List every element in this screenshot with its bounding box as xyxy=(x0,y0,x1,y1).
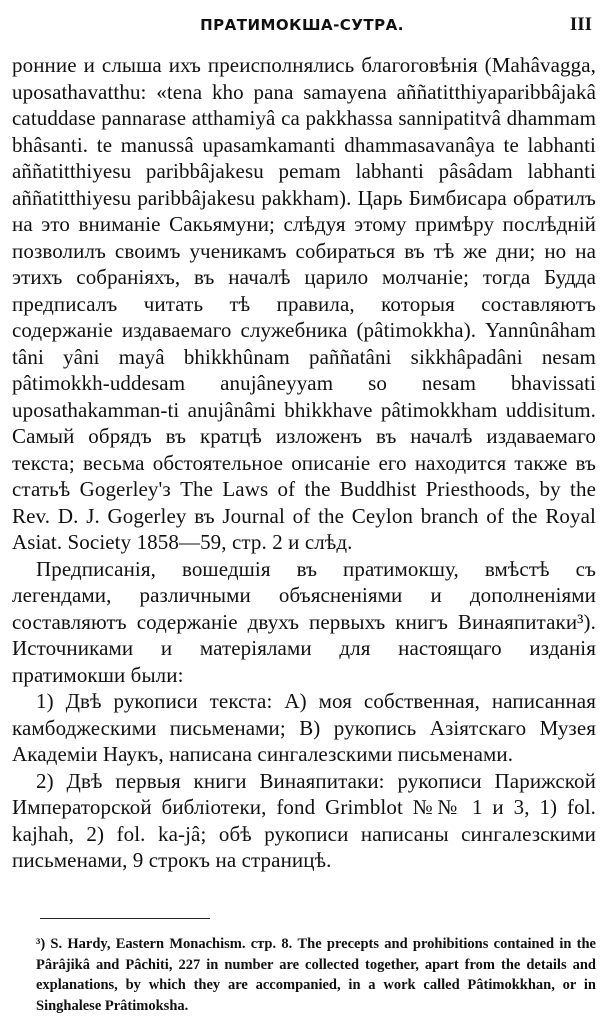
paragraph-4: 2) Двѣ первыя книги Винаяпитаки: рукописи Парижской Императорской библіотеки, fond Grimblot №№ 1 и 3, 1) fol. kajhah, 2) fol. ka-jâ; обѣ рукописи написаны сингалезскими письменами, 9 строкъ на страницѣ. xyxy=(12,768,596,872)
page-header xyxy=(0,12,604,40)
footnote-divider xyxy=(40,918,210,919)
footnote: ³) S. Hardy, Eastern Monachism. стр. 8. The precepts and prohibitions contained in the Pârâjikâ and Pâchiti, 227 in number are collected together, apart from the details and explanations, by which they are accompanied, in a work called Pâtimokkhan, or in Singhalese Prâtimoksha. xyxy=(36,936,596,1014)
paragraph-1: ронние и слыша ихъ преисполнялись благоговѣнія (Mahâvagga, uposathavatthu: «tena kho pana samayena aññatitthiyaparibbâjakâ catuddase pannarase atthamiyâ ca pakkhassa sannipatitvâ dhammam bhâsanti. te manussâ upasamkamanti dhammasavanâya te labhanti aññatitthiyesu paribbâjakesu pemam labhanti pâsâdam labhanti aññatitthiyesu paribbâjakesu pakkham). Царь Бимбисара обратилъ на это вниманіе Сакьямуни; слѣдуя этому примѣру послѣдній позволилъ своимъ ученикамъ собираться въ тѣ же дни; но на этихъ собраніяхъ, въ началѣ царило молчаніе; тогда Будда предписалъ читать тѣ правила, которыя составляютъ содержаніе издаваемаго служебника (pâtimokkha). Yannûnâham tâni yâni mayâ bhikkhûnam paññatâni sikkhâpadâni nesam pâtimokkh-uddesam anujâneyyam so nesam bhavissati uposathakamman-ti anujânâmi bhikkhave pâtimokkham uddisitum. Самый обрядъ въ кратцѣ изложенъ въ началѣ издаваемаго текста; весьма обстоятельное описаніе его находится также въ статьѣ Gogerley'з The Laws of the Buddhist Priesthoods, by the Rev. D. J. Gogerley въ Journal of the Ceylon branch of the Royal Asiat. Society 1858—59, стр. 2 и слѣд. xyxy=(12,53,596,554)
page-number: III xyxy=(569,14,592,35)
main-text xyxy=(12,52,596,874)
running-title: ПРАТИМОКША-СУТРА. xyxy=(200,16,404,34)
paragraph-3: 1) Двѣ рукописи текста: А) моя собственная, написанная камбоджескими письменами; В) рукопись Азіятскаго Музея Академіи Наукъ, написана сингалезскими письменами. xyxy=(12,689,596,766)
paragraph-2: Предписанія, вошедшія въ пратимокшу, вмѣстѣ съ легендами, различными объясненіями и дополненіями составляютъ содержаніе двухъ первыхъ книгъ Винаяпитаки³). Источниками и матеріялами для настоящаго изданія пратимокши были: xyxy=(12,556,596,687)
